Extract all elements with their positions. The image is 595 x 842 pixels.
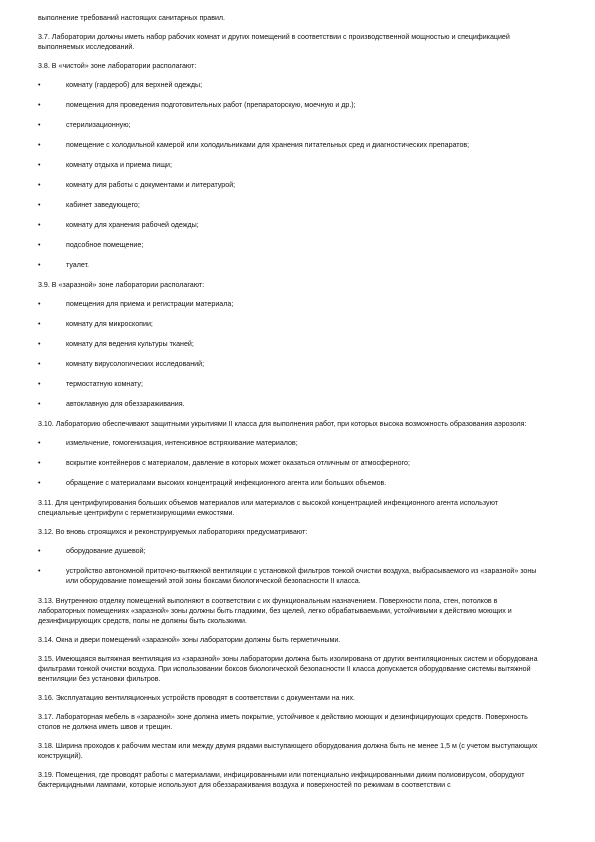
bullet-icon: • xyxy=(38,360,41,368)
list-item: • помещения для проведения подготовительных работ (препараторскую, моечную и др.); xyxy=(38,101,356,109)
list-item: • обращение с материалами высоких концентраций инфекционного агента или больших объемов. xyxy=(38,479,387,487)
bullet-icon: • xyxy=(38,439,41,447)
paragraph-3-7: 3.7. Лаборатории должны иметь набор рабочих комнат и других помещений в соответствии с производственной мощностью и спецификацией выполняемых исследований. xyxy=(38,33,510,51)
paragraph-3-11: 3.11. Для центрифугирования больших объемов материалов или материалов с высокой концентрацией инфекционного агента используют специальные центрифуги с герметизирующими емкостями. xyxy=(38,499,498,517)
paragraph-intro: выполнение требований настоящих санитарных правил. xyxy=(38,14,226,22)
list-item: • вскрытие контейнеров с материалом, давление в которых может оказаться отличным от атмосферного; xyxy=(38,459,410,467)
list-item: • автоклавную для обеззараживания. xyxy=(38,400,185,408)
paragraph-3-19: 3.19. Помещения, где проводят работы с материалами, инфицированными или потенциально инфицированными диким полиовирусом, оборудуют бактерицидными лампами, которые используют для обеззараживания воздуха и поверхностей по режимам в соответствии с xyxy=(38,771,525,789)
paragraph-3-12: 3.12. Во вновь строящихся и реконструируемых лабораториях предусматривают: xyxy=(38,528,308,536)
list-item: • стерилизационную; xyxy=(38,121,131,129)
bullet-icon: • xyxy=(38,340,41,348)
list-new-labs xyxy=(38,546,543,586)
bullet-icon: • xyxy=(38,300,41,308)
list-aerosol-work xyxy=(38,438,543,488)
bullet-icon: • xyxy=(38,479,41,487)
paragraph-3-8: 3.8. В «чистой» зоне лаборатории располагают: xyxy=(38,62,197,70)
bullet-icon: • xyxy=(38,101,41,109)
paragraph-3-14: 3.14. Окна и двери помещений «заразной» зоны лаборатории должны быть герметичными. xyxy=(38,636,341,644)
list-item: • комнату для работы с документами и литературой; xyxy=(38,181,236,189)
paragraph-3-9: 3.9. В «заразной» зоне лаборатории располагают: xyxy=(38,281,205,289)
paragraph-3-18: 3.18. Ширина проходов к рабочим местам или между двумя рядами выступающего оборудования должна быть не менее 1,5 м (с учетом выступающих конструкций). xyxy=(38,742,538,760)
bullet-icon: • xyxy=(38,141,41,149)
list-item: • комнату для микроскопии; xyxy=(38,320,153,328)
bullet-icon: • xyxy=(38,380,41,388)
list-item: • комнату для ведения культуры тканей; xyxy=(38,340,194,348)
list-item: • помещения для приема и регистрации материала; xyxy=(38,300,234,308)
list-item: • термостатную комнату; xyxy=(38,380,143,388)
bullet-icon: • xyxy=(38,201,41,209)
list-item: • кабинет заведующего; xyxy=(38,201,140,209)
bullet-icon: • xyxy=(38,241,41,249)
bullet-icon: • xyxy=(38,459,41,467)
bullet-icon: • xyxy=(38,221,41,229)
bullet-icon: • xyxy=(38,400,41,408)
list-item: • оборудование душевой; xyxy=(38,547,146,555)
list-infectious-zone xyxy=(38,299,543,409)
list-item: • измельчение, гомогенизация, интенсивное встряхивание материалов; xyxy=(38,439,298,447)
bullet-icon: • xyxy=(38,567,41,575)
paragraph-3-13: 3.13. Внутреннюю отделку помещений выполняют в соответствии с их функциональным назначением. Поверхности пола, стен, потолков в лабораторных помещениях «заразной» зоны должны быть гладкими, без щелей, легко обрабатываемыми, устойчивыми к действию моющих и дезинфицирующих средств, полы не должны быть скользкими. xyxy=(38,597,512,625)
bullet-icon: • xyxy=(38,261,41,269)
bullet-icon: • xyxy=(38,320,41,328)
bullet-icon: • xyxy=(38,547,41,555)
list-item: • туалет. xyxy=(38,261,90,269)
paragraph-3-17: 3.17. Лабораторная мебель в «заразной» зоне должна иметь покрытие, устойчивое к действию моющих и дезинфицирующих средств. Поверхность столов не должна иметь швов и трещин. xyxy=(38,713,528,731)
bullet-icon: • xyxy=(38,181,41,189)
list-clean-zone xyxy=(38,80,543,270)
list-item: • комнату отдыха и приема пищи; xyxy=(38,161,172,169)
paragraph-3-15: 3.15. Имеющаяся вытяжная вентиляция из «заразной» зоны лаборатории должна быть изолирована от других вентиляционных систем и оборудована фильтрами тонкой очистки воздуха. При использовании боксов биологической безопасности II класса допускается оборудование системы вытяжной вентиляции без установки фильтров. xyxy=(38,655,538,683)
paragraph-3-16: 3.16. Эксплуатацию вентиляционных устройств проводят в соответствии с документами на них. xyxy=(38,694,355,702)
paragraph-3-10: 3.10. Лабораторию обеспечивают защитными укрытиями II класса для выполнения работ, при которых высока возможность образования аэрозоля: xyxy=(38,420,527,428)
list-item: • помещение с холодильной камерой или холодильниками для хранения питательных сред и диагностических препаратов; xyxy=(38,141,470,149)
list-item: • комнату (гардероб) для верхней одежды; xyxy=(38,81,203,89)
list-item: • комнату для хранения рабочей одежды; xyxy=(38,221,199,229)
bullet-icon: • xyxy=(38,81,41,89)
list-item: • комнату вирусологических исследований; xyxy=(38,360,205,368)
list-item: • подсобное помещение; xyxy=(38,241,144,249)
list-item: • устройство автономной приточно-вытяжной вентиляции с установкой фильтров тонкой очистки воздуха, выбрасываемого из «заразной» зоны или оборудование помещений этой зоны боксами биологической безопасности II класса. xyxy=(38,567,537,585)
bullet-icon: • xyxy=(38,121,41,129)
bullet-icon: • xyxy=(38,161,41,169)
